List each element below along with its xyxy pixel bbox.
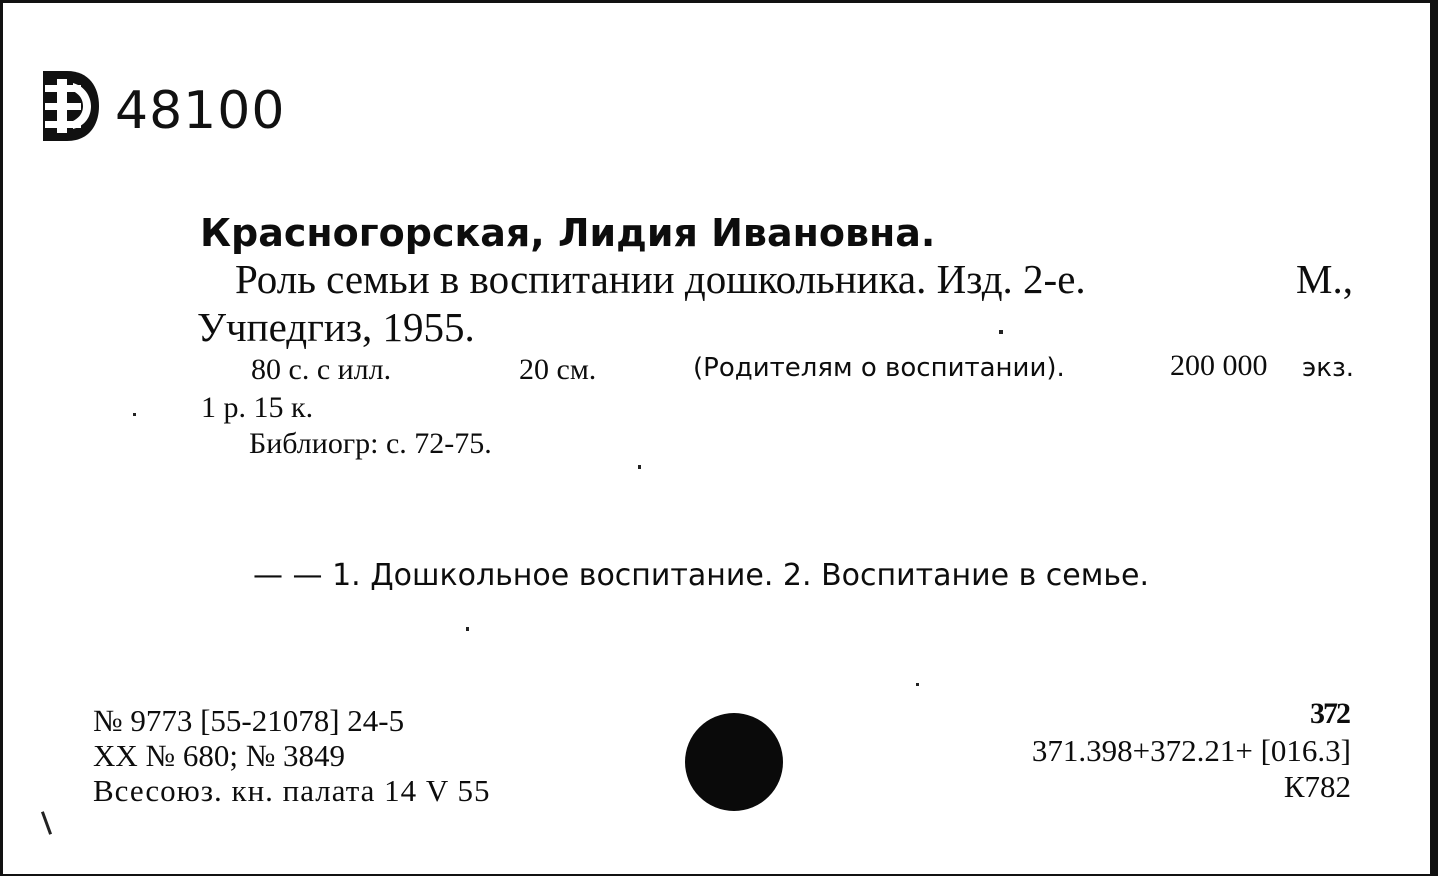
punch-hole-icon — [685, 713, 783, 811]
classification-overprint: 372 — [1310, 697, 1349, 730]
copies-unit: экз. — [1302, 353, 1355, 383]
publisher-year: Учпедгиз, 1955. — [197, 304, 475, 350]
print-speck — [638, 465, 641, 469]
bibliography-note: Библиогр: с. 72-75. — [249, 427, 492, 460]
subject-headings: — — 1. Дошкольное воспитание. 2. Воспитание в семье. — [253, 558, 1150, 593]
copies-count: 200 000 — [1170, 349, 1268, 382]
author-heading: Красногорская, Лидия Ивановна. — [200, 211, 936, 255]
handwritten-number: 48100 — [115, 81, 286, 141]
pages-info: 80 с. с илл. — [251, 353, 392, 386]
print-speck — [133, 413, 136, 416]
registry-line-2: XX № 680; № 3849 — [93, 738, 346, 773]
series-info: (Родителям о воспитании). — [693, 353, 1065, 383]
print-speck — [466, 627, 469, 631]
price-info: 1 р. 15 к. — [201, 391, 314, 424]
size-info: 20 см. — [519, 353, 597, 386]
udc-classification: 371.398+372.21+ [016.3] — [1031, 733, 1351, 768]
stamp-d-icon — [37, 67, 101, 145]
registry-line-3: Всесоюз. кн. палата 14 V 55 — [93, 773, 491, 808]
title-line-1: Роль семьи в воспитании дошкольника. Изд. 2-е. — [235, 256, 1086, 302]
print-speck — [999, 330, 1003, 334]
print-speck — [41, 811, 52, 835]
author-mark: К782 — [1283, 769, 1351, 804]
registry-line-1: № 9773 [55-21078] 24-5 — [93, 703, 405, 738]
print-speck — [916, 683, 919, 686]
publication-place: М., — [1296, 256, 1353, 302]
